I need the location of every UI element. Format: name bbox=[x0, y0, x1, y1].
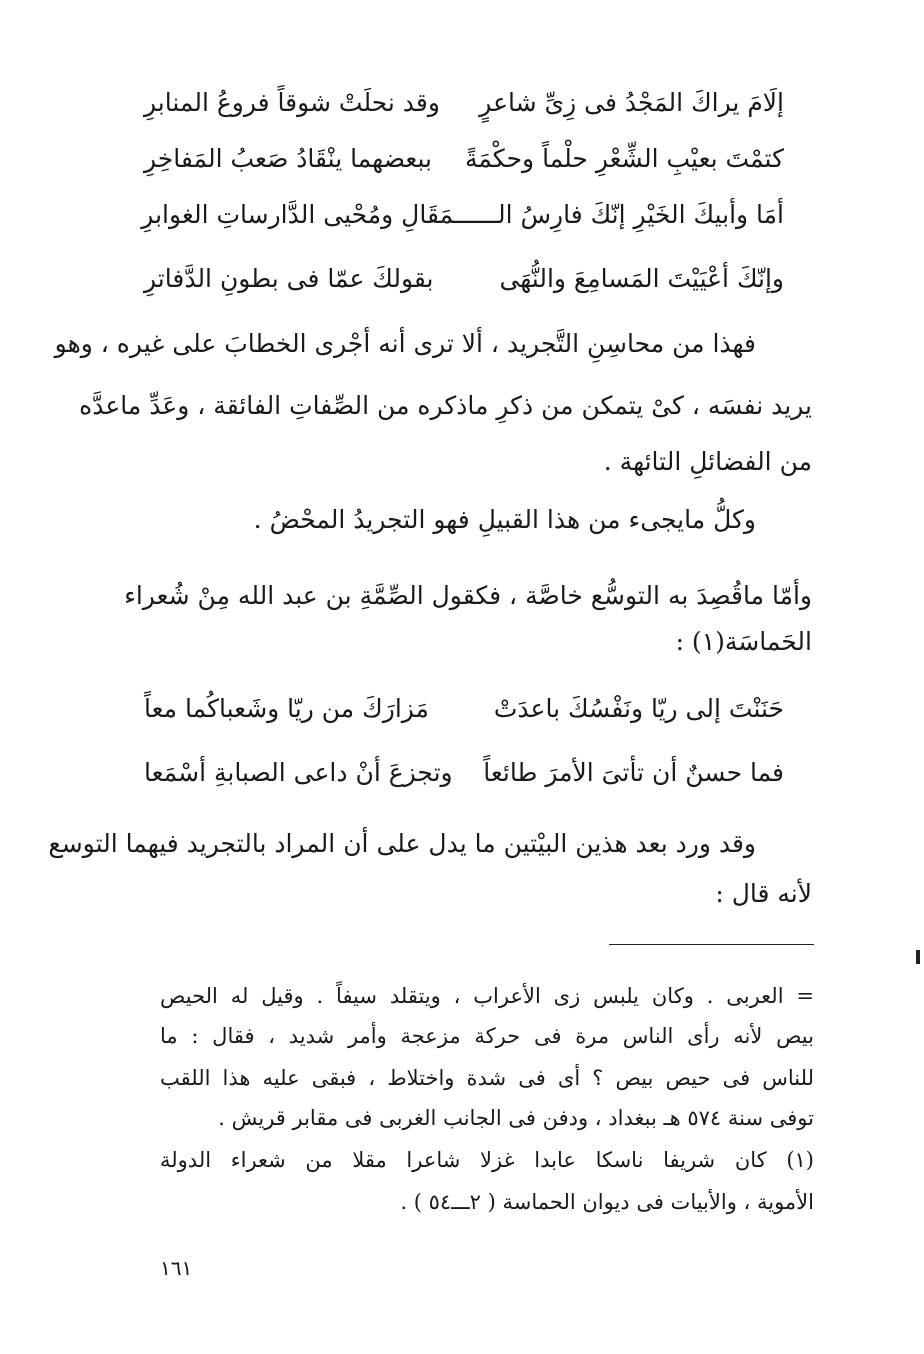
verse-line bbox=[144, 256, 784, 300]
verse-line bbox=[141, 192, 784, 236]
footnote-line: بيص لأنه رأى الناس مرة فى حركة مزعجة وأمر شديد ، فقال : ما bbox=[160, 1024, 814, 1048]
verse-second-hemistich: ببعضهما ينْقَادُ صَعبُ المَفاخِرِ bbox=[144, 143, 432, 173]
paragraph-line: يريد نفسَه ، كىْ يتمكن من ذكرِ ماذكره من الصِّفاتِ الفائقة ، وعَدِّ ماعدَّه bbox=[79, 391, 812, 420]
verse-second-hemistich: ـــمَقَالِ ومُحْيى الدَّارساتِ الغوابرِ bbox=[141, 199, 477, 229]
verse-first-hemistich: وإنّكَ أعْيَيْتَ المَسامِعَ والنُّهَى bbox=[499, 263, 784, 293]
footnote-line: للناس فى حيص بيص ؟ أى فى شدة واختلاط ، فبقى عليه هذا اللقب bbox=[160, 1066, 814, 1090]
verse-line bbox=[144, 136, 784, 180]
footnote-line: = العربى . وكان يلبس زى الأعراب ، ويتقلد سيفاً . وقيل له الحيص bbox=[160, 984, 814, 1008]
paragraph-line: فهذا من محاسِنِ التَّجريد ، ألا ترى أنه أجْرى الخطابَ على غيره ، وهو bbox=[54, 329, 756, 358]
verse-second-hemistich: وقد نحلَتْ شوقاً فروعُ المنابرِ bbox=[144, 87, 440, 117]
footnote-line: توفى سنة ٥٧٤ هـ ببغداد ، ودفن فى الجانب الغربى فى مقابر قريش . bbox=[218, 1106, 814, 1130]
paragraph-line: وقد ورد بعد هذين البيْتين ما يدل على أن المراد بالتجريد فيهما التوسع bbox=[48, 829, 756, 858]
paragraph-line: وأمّا ماقُصِدَ به التوسُّع خاصَّة ، فكقول الصِّمَّةِ بن عبد الله مِنْ شُعراء bbox=[124, 581, 812, 610]
footnote-separator bbox=[609, 944, 814, 945]
verse-line bbox=[144, 80, 784, 124]
edge-mark bbox=[916, 950, 920, 964]
verse-first-hemistich: أمَا وأبيكَ الخَيْرِ إنّكَ فارِسُ الـــ bbox=[476, 199, 784, 229]
verse-first-hemistich: فما حسنٌ أن تأتىَ الأمرَ طائعاً bbox=[483, 757, 784, 787]
footnote-line: الأموية ، والأبيات فى ديوان الحماسة ( ٢ـــ٥٤ ) . bbox=[400, 1190, 814, 1214]
paragraph-line: الحَماسَة(١) : bbox=[675, 627, 812, 656]
paragraph-line: لأنه قال : bbox=[715, 879, 812, 908]
paragraph-line: من الفضائلِ التائهة . bbox=[603, 447, 812, 476]
verse-second-hemistich: بقولكَ عمّا فى بطونِ الدَّفاترِ bbox=[144, 263, 434, 293]
verse-second-hemistich: مَزارَكَ من ريّا وشَعباكُما معاً bbox=[144, 693, 429, 723]
page-number: ١٦١ bbox=[160, 1256, 193, 1280]
verse-first-hemistich: إلَامَ يراكَ المَجْدُ فى زِىِّ شاعرٍ bbox=[479, 87, 784, 117]
verse-second-hemistich: وتجزعَ أنْ داعى الصبابةِ أسْمَعا bbox=[144, 757, 453, 787]
verse-line bbox=[144, 686, 784, 730]
paragraph-line: وكلُّ مايجىء من هذا القبيلِ فهو التجريدُ المحْضُ . bbox=[253, 505, 756, 534]
footnote-line: (١) كان شريفا ناسكا عابدا غزلا شاعرا مقلا من شعراء الدولة bbox=[160, 1148, 814, 1172]
verse-line bbox=[144, 750, 784, 794]
verse-first-hemistich: حَنَنْتَ إلى ريّا ونَفْسُكَ باعدَتْ bbox=[493, 693, 784, 723]
verse-first-hemistich: كتمْتَ بعيْبِ الشِّعْرِ حلْماً وحكْمَةً bbox=[464, 143, 784, 173]
